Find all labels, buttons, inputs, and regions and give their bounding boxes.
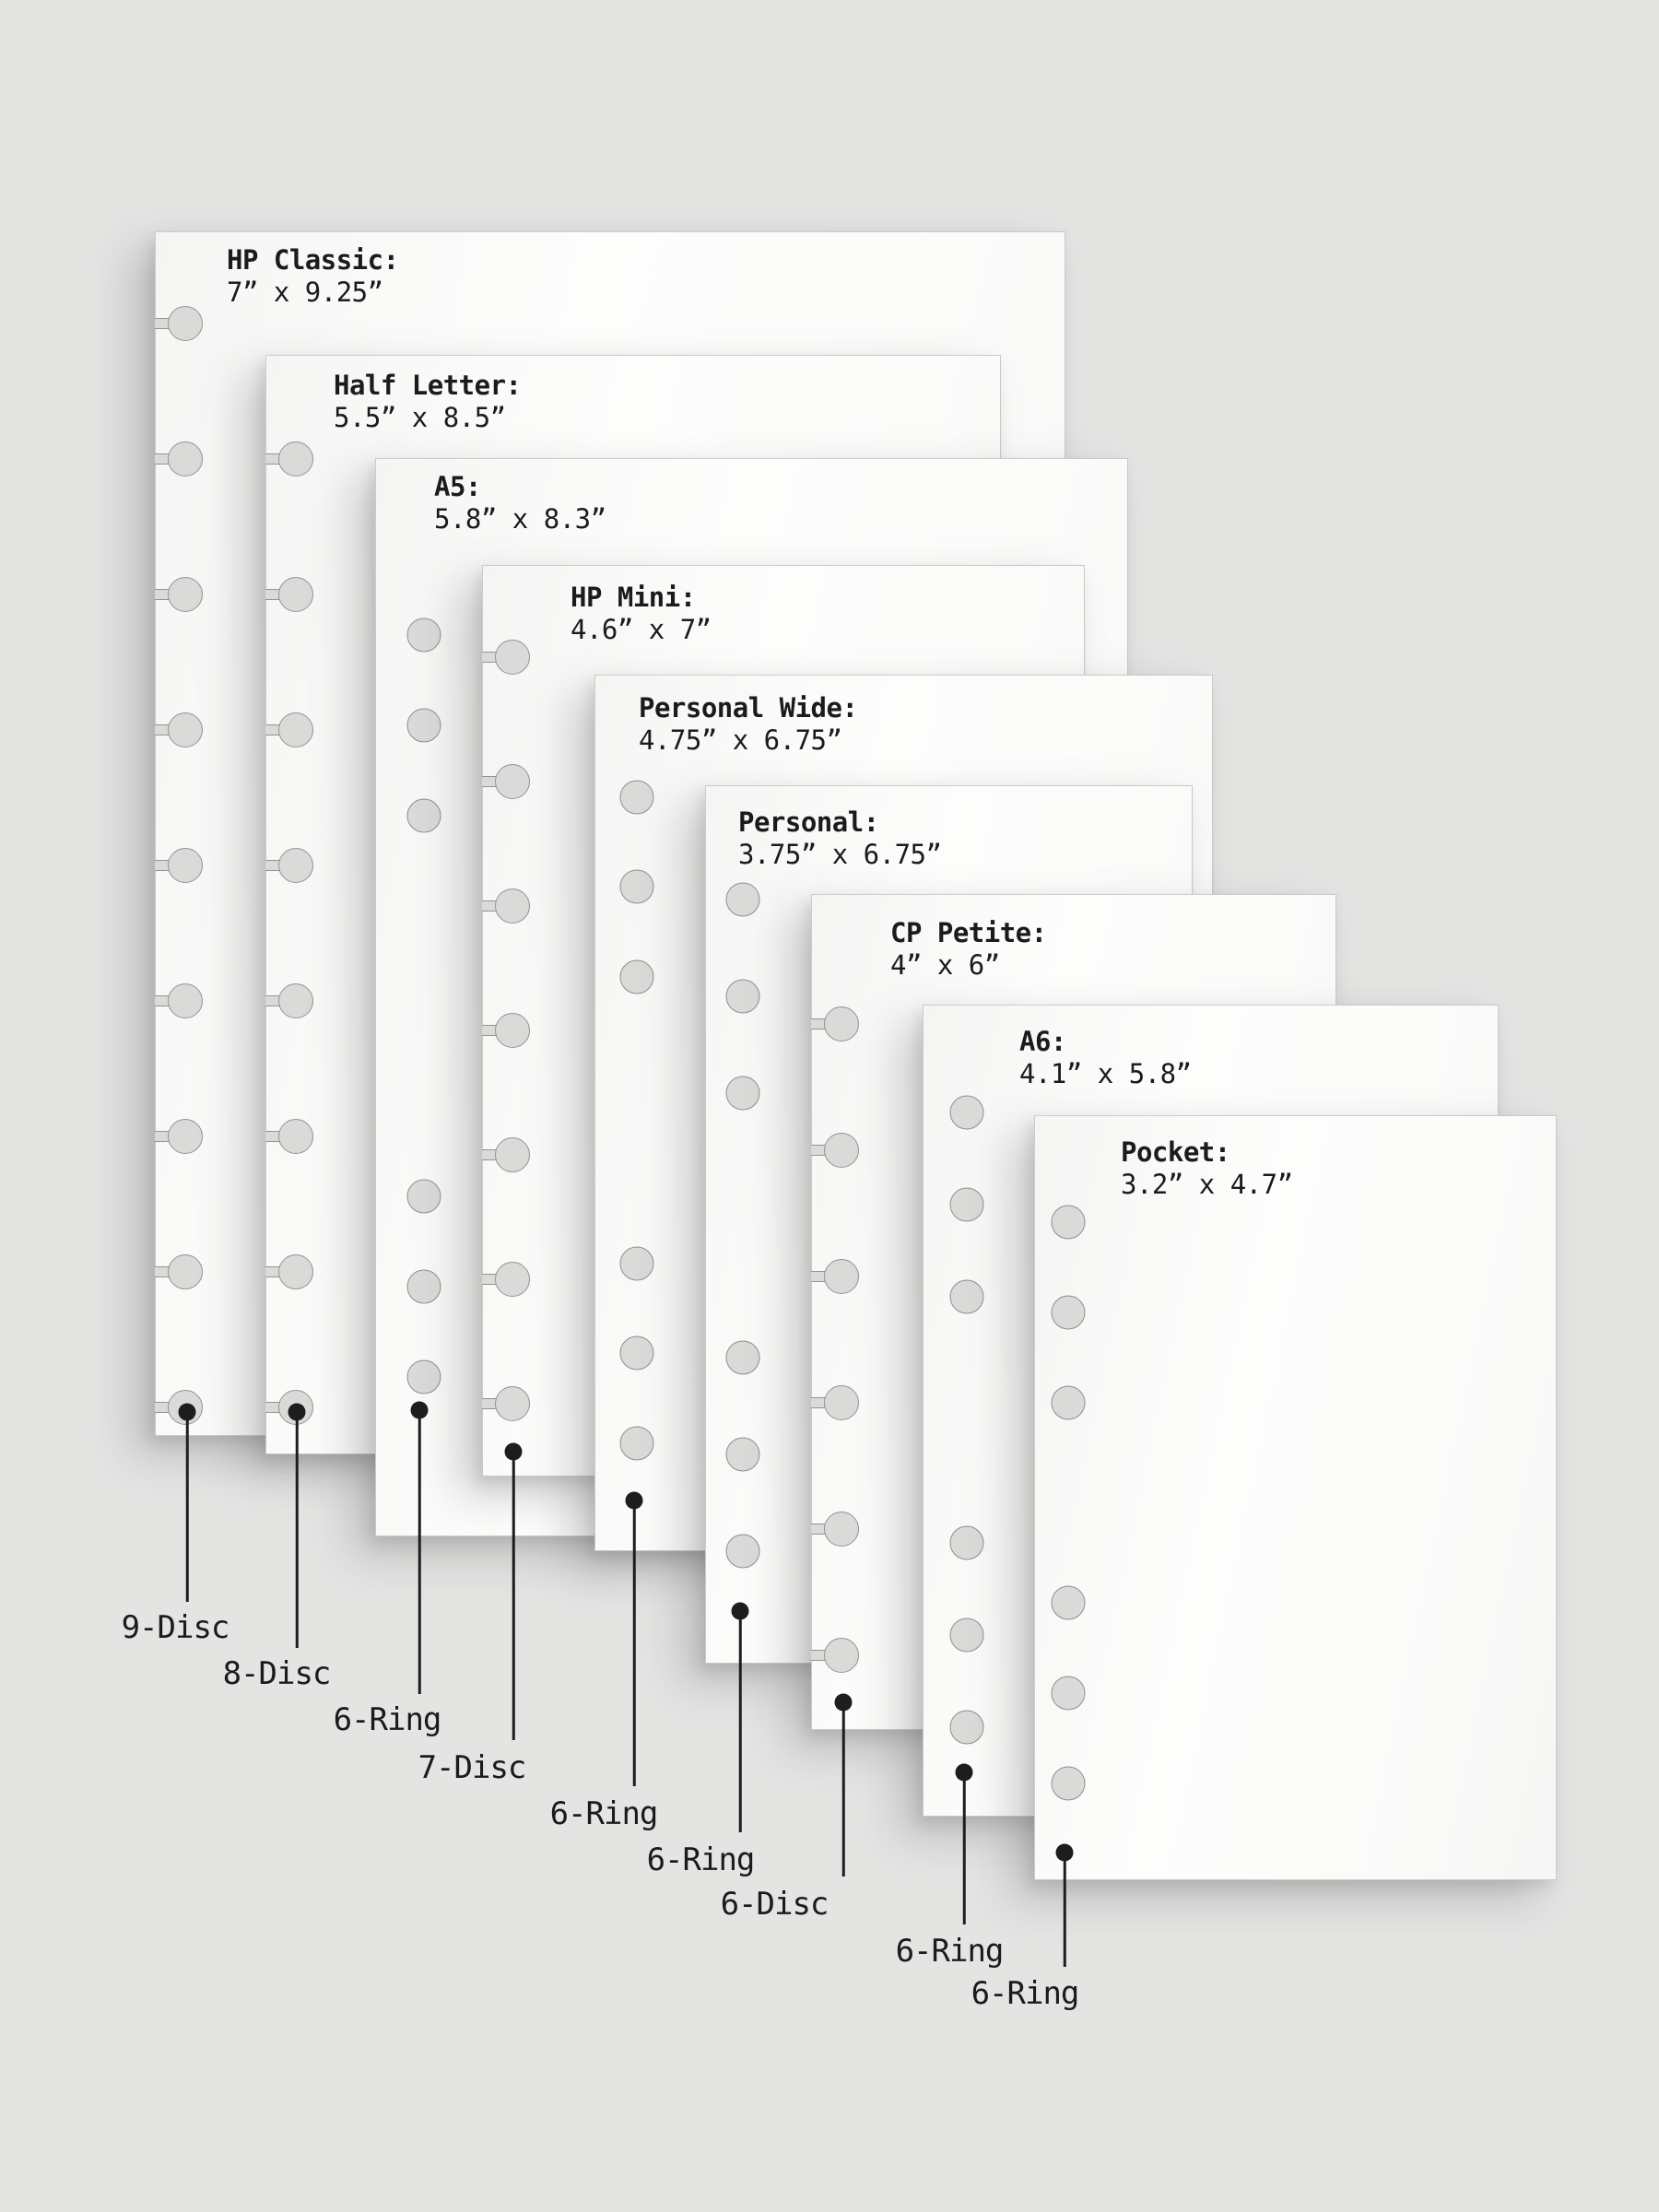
ring-hole-icon — [950, 1188, 984, 1222]
disc-punch-knob — [278, 712, 313, 747]
disc-punch-knob — [278, 1390, 313, 1425]
disc-punch-icon — [811, 1383, 863, 1422]
ring-hole-icon — [950, 1711, 984, 1745]
disc-punch-icon — [482, 887, 534, 925]
paper-dimensions-text: 3.75” x 6.75” — [738, 839, 942, 870]
disc-punch-icon — [482, 1135, 534, 1174]
disc-punch-icon — [811, 1131, 863, 1170]
paper-size-label — [639, 692, 857, 757]
disc-punch-knob — [278, 441, 313, 477]
callout-label-6-ring: 6-Ring — [971, 1975, 1079, 2012]
ring-hole-icon — [620, 960, 654, 994]
callout-label-9-disc: 9-Disc — [121, 1609, 229, 1646]
paper-pocket — [1034, 1115, 1557, 1880]
disc-punch-knob — [168, 577, 203, 612]
ring-hole-icon — [620, 1336, 654, 1371]
disc-punch-knob — [495, 640, 530, 675]
disc-punch-icon — [265, 1117, 317, 1156]
disc-punch-knob — [495, 1137, 530, 1172]
callout-line — [186, 1412, 189, 1602]
paper-name-text: Pocket: — [1121, 1136, 1230, 1168]
ring-hole-icon — [1052, 1386, 1086, 1420]
disc-punch-knob — [278, 983, 313, 1018]
disc-punch-icon — [155, 575, 206, 614]
disc-punch-icon — [482, 1011, 534, 1050]
disc-punch-icon — [155, 440, 206, 478]
ring-hole-icon — [407, 1180, 441, 1214]
disc-punch-knob — [278, 848, 313, 883]
disc-punch-knob — [168, 983, 203, 1018]
disc-punch-knob — [495, 888, 530, 924]
paper-dimensions-text: 5.8” x 8.3” — [434, 503, 606, 535]
ring-hole-icon — [407, 618, 441, 653]
disc-punch-icon — [265, 846, 317, 885]
disc-punch-knob — [824, 1133, 859, 1168]
ring-hole-icon — [407, 1360, 441, 1394]
callout-label-6-ring: 6-Ring — [549, 1795, 658, 1832]
ring-hole-icon — [1052, 1767, 1086, 1801]
paper-name-text: Personal Wide: — [639, 692, 858, 724]
disc-punch-knob — [278, 1119, 313, 1154]
paper-dimensions-text: 3.2” x 4.7” — [1121, 1169, 1293, 1200]
paper-size-label — [434, 471, 606, 535]
paper-dimensions-text: 4.1” x 5.8” — [1019, 1058, 1192, 1089]
callout-label-6-disc: 6-Disc — [720, 1886, 829, 1923]
disc-punch-knob — [278, 577, 313, 612]
disc-punch-knob — [168, 441, 203, 477]
disc-punch-icon — [811, 1257, 863, 1296]
callout-label-7-disc: 7-Disc — [418, 1749, 526, 1786]
disc-punch-knob — [168, 848, 203, 883]
paper-dimensions-text: 4.75” x 6.75” — [639, 724, 842, 756]
ring-hole-icon — [407, 799, 441, 833]
paper-name-text: Personal: — [738, 806, 879, 838]
disc-punch-icon — [155, 1253, 206, 1291]
paper-size-label — [334, 370, 522, 434]
disc-punch-knob — [824, 1638, 859, 1673]
disc-punch-icon — [265, 440, 317, 478]
paper-size-label — [227, 244, 399, 309]
disc-punch-knob — [824, 1512, 859, 1547]
paper-dimensions-text: 4.6” x 7” — [571, 614, 712, 645]
disc-punch-icon — [482, 1384, 534, 1423]
disc-punch-icon — [265, 1388, 317, 1427]
ring-hole-icon — [950, 1618, 984, 1653]
callout-label-6-ring: 6-Ring — [333, 1701, 441, 1738]
ring-hole-icon — [407, 1270, 441, 1304]
ring-hole-icon — [620, 1247, 654, 1281]
paper-size-label — [571, 582, 712, 646]
disc-punch-icon — [811, 1636, 863, 1675]
paper-size-label — [890, 917, 1047, 982]
ring-hole-icon — [726, 1535, 760, 1569]
ring-hole-icon — [407, 709, 441, 743]
ring-hole-icon — [1052, 1586, 1086, 1620]
disc-punch-knob — [168, 1254, 203, 1289]
ring-hole-icon — [726, 1341, 760, 1375]
paper-name-text: CP Petite: — [890, 917, 1047, 948]
paper-dimensions-text: 5.5” x 8.5” — [334, 402, 506, 433]
disc-punch-knob — [278, 1254, 313, 1289]
ring-hole-icon — [1052, 1206, 1086, 1240]
disc-punch-icon — [482, 762, 534, 801]
paper-dimensions-text: 4” x 6” — [890, 949, 1000, 981]
ring-hole-icon — [620, 870, 654, 904]
disc-punch-icon — [811, 1005, 863, 1043]
ring-hole-icon — [620, 1427, 654, 1461]
disc-punch-knob — [168, 1119, 203, 1154]
disc-punch-knob — [168, 1390, 203, 1425]
ring-hole-icon — [620, 781, 654, 815]
disc-punch-icon — [155, 711, 206, 749]
paper-name-text: HP Classic: — [227, 244, 399, 276]
disc-punch-icon — [482, 638, 534, 677]
paper-name-text: A6: — [1019, 1026, 1066, 1057]
disc-punch-icon — [155, 1388, 206, 1427]
disc-punch-knob — [168, 712, 203, 747]
disc-punch-knob — [824, 1006, 859, 1041]
paper-size-label — [1019, 1026, 1192, 1090]
disc-punch-icon — [482, 1260, 534, 1299]
ring-hole-icon — [726, 1077, 760, 1111]
callout-label-6-ring: 6-Ring — [895, 1933, 1004, 1970]
disc-punch-knob — [495, 764, 530, 799]
paper-name-text: HP Mini: — [571, 582, 696, 613]
callout-label-8-disc: 8-Disc — [222, 1655, 331, 1692]
disc-punch-icon — [155, 846, 206, 885]
disc-punch-knob — [168, 306, 203, 341]
paper-size-label — [1121, 1136, 1293, 1201]
disc-punch-icon — [265, 982, 317, 1020]
ring-hole-icon — [1052, 1296, 1086, 1330]
disc-punch-icon — [155, 1117, 206, 1156]
disc-punch-knob — [495, 1262, 530, 1297]
disc-punch-knob — [824, 1385, 859, 1420]
disc-punch-icon — [265, 1253, 317, 1291]
disc-punch-knob — [495, 1013, 530, 1048]
ring-hole-icon — [950, 1280, 984, 1314]
ring-hole-icon — [726, 883, 760, 917]
paper-name-text: Half Letter: — [334, 370, 522, 401]
paper-name-text: A5: — [434, 471, 481, 502]
callout-label-6-ring: 6-Ring — [646, 1841, 755, 1878]
paper-size-label — [738, 806, 941, 871]
ring-hole-icon — [1052, 1677, 1086, 1711]
ring-hole-icon — [726, 1438, 760, 1472]
ring-hole-icon — [726, 980, 760, 1014]
ring-hole-icon — [950, 1526, 984, 1560]
disc-punch-knob — [824, 1259, 859, 1294]
disc-punch-icon — [155, 304, 206, 343]
paper-dimensions-text: 7” x 9.25” — [227, 276, 383, 308]
disc-punch-knob — [495, 1386, 530, 1421]
disc-punch-icon — [265, 575, 317, 614]
ring-hole-icon — [950, 1096, 984, 1130]
disc-punch-icon — [265, 711, 317, 749]
disc-punch-icon — [155, 982, 206, 1020]
disc-punch-icon — [811, 1510, 863, 1548]
